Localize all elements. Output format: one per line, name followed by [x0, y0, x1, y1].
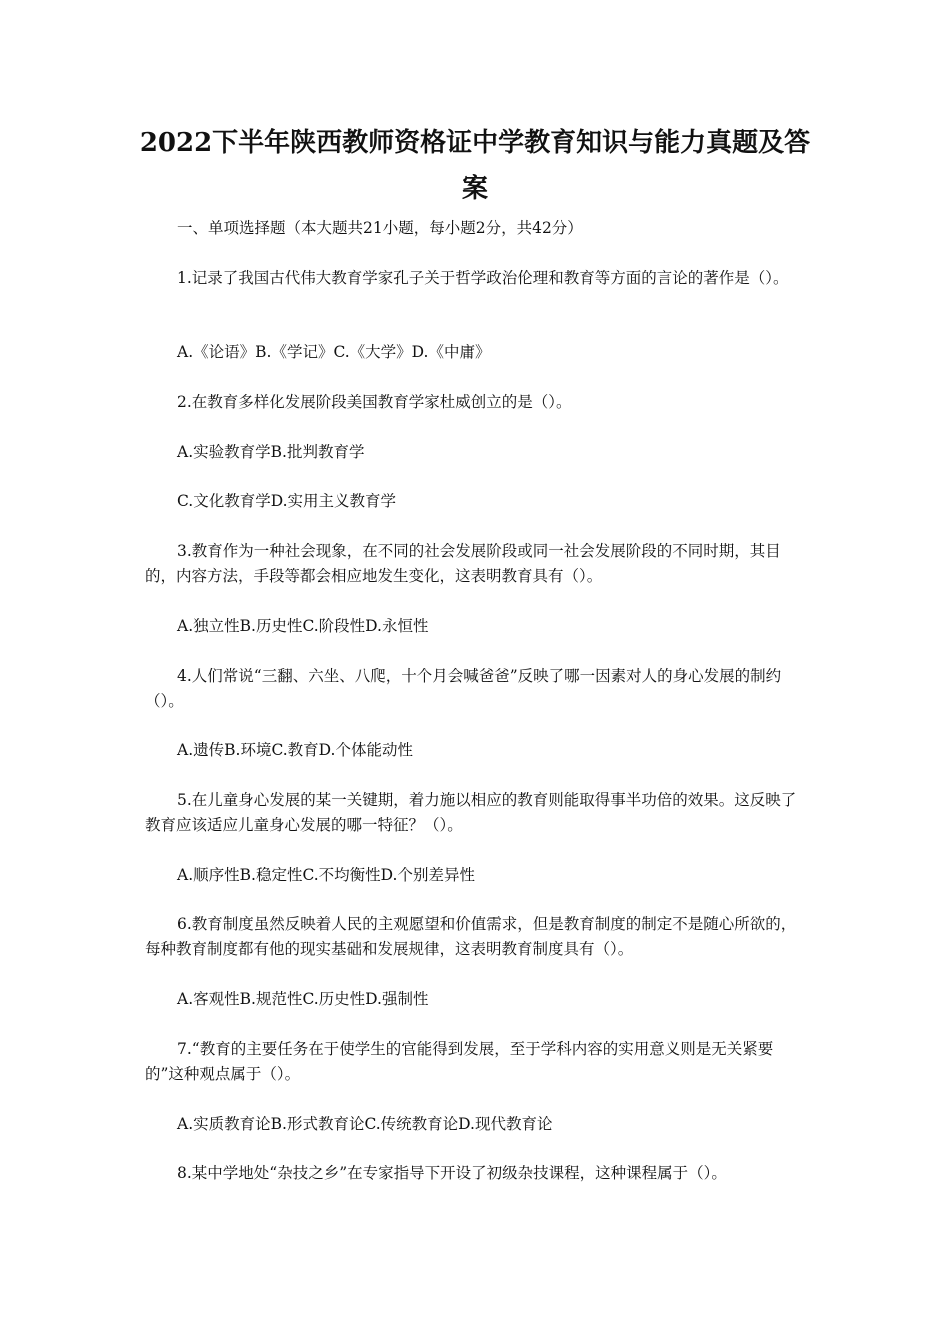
- question-4-options: A.遗传B.环境C.教育D.个体能动性: [177, 741, 413, 759]
- question-7-stem: 7.“教育的主要任务在于使学生的官能得到发展，至于学科内容的实用意义则是无关紧要的”这种观点属于（）。: [145, 1040, 774, 1083]
- question-3-options: A.独立性B.历史性C.阶段性D.永恒性: [177, 617, 429, 635]
- question-7-options: A.实质教育论B.形式教育论C.传统教育论D.现代教育论: [177, 1115, 553, 1133]
- question-2-options-2: C.文化教育学D.实用主义教育学: [177, 492, 397, 510]
- section-heading: 一、单项选择题（本大题共21小题，每小题2分，共42分）: [177, 219, 583, 237]
- question-2-options-1: A.实验教育学B.批判教育学: [177, 443, 365, 461]
- question-5-stem: 5.在儿童身心发展的某一关键期，着力施以相应的教育则能取得事半功倍的效果。这反映了教育应该适应儿童身心发展的哪一特征？（）。: [145, 791, 797, 834]
- document-title-line-2: 案: [461, 174, 488, 204]
- question-8-stem: 8.某中学地处“杂技之乡”在专家指导下开设了初级杂技课程，这种课程属于（）。: [177, 1164, 727, 1182]
- question-6-stem: 6.教育制度虽然反映着人民的主观愿望和价值需求，但是教育制度的制定不是随心所欲的，每种教育制度都有他的现实基础和发展规律，这表明教育制度具有（）。: [145, 915, 797, 958]
- question-1-options: A.《论语》B.《学记》C.《大学》D.《中庸》: [177, 343, 491, 361]
- question-5-options: A.顺序性B.稳定性C.不均衡性D.个别差异性: [177, 866, 475, 884]
- question-6-options: A.客观性B.规范性C.历史性D.强制性: [177, 990, 429, 1008]
- question-4-stem: 4.人们常说“三翻、六坐、八爬，十个月会喊爸爸”反映了哪一因素对人的身心发展的制约（）。: [145, 667, 782, 710]
- question-1-stem: 1.记录了我国古代伟大教育学家孔子关于哲学政治伦理和教育等方面的言论的著作是（）。: [177, 269, 789, 287]
- question-3-stem: 3.教育作为一种社会现象，在不同的社会发展阶段或同一社会发展阶段的不同时期，其目的，内容方法，手段等都会相应地发生变化，这表明教育具有（）。: [145, 542, 781, 585]
- document-title-line-1: 2022下半年陕西教师资格证中学教育知识与能力真题及答: [139, 128, 811, 158]
- question-2-stem: 2.在教育多样化发展阶段美国教育学家杜威创立的是（）。: [177, 393, 572, 411]
